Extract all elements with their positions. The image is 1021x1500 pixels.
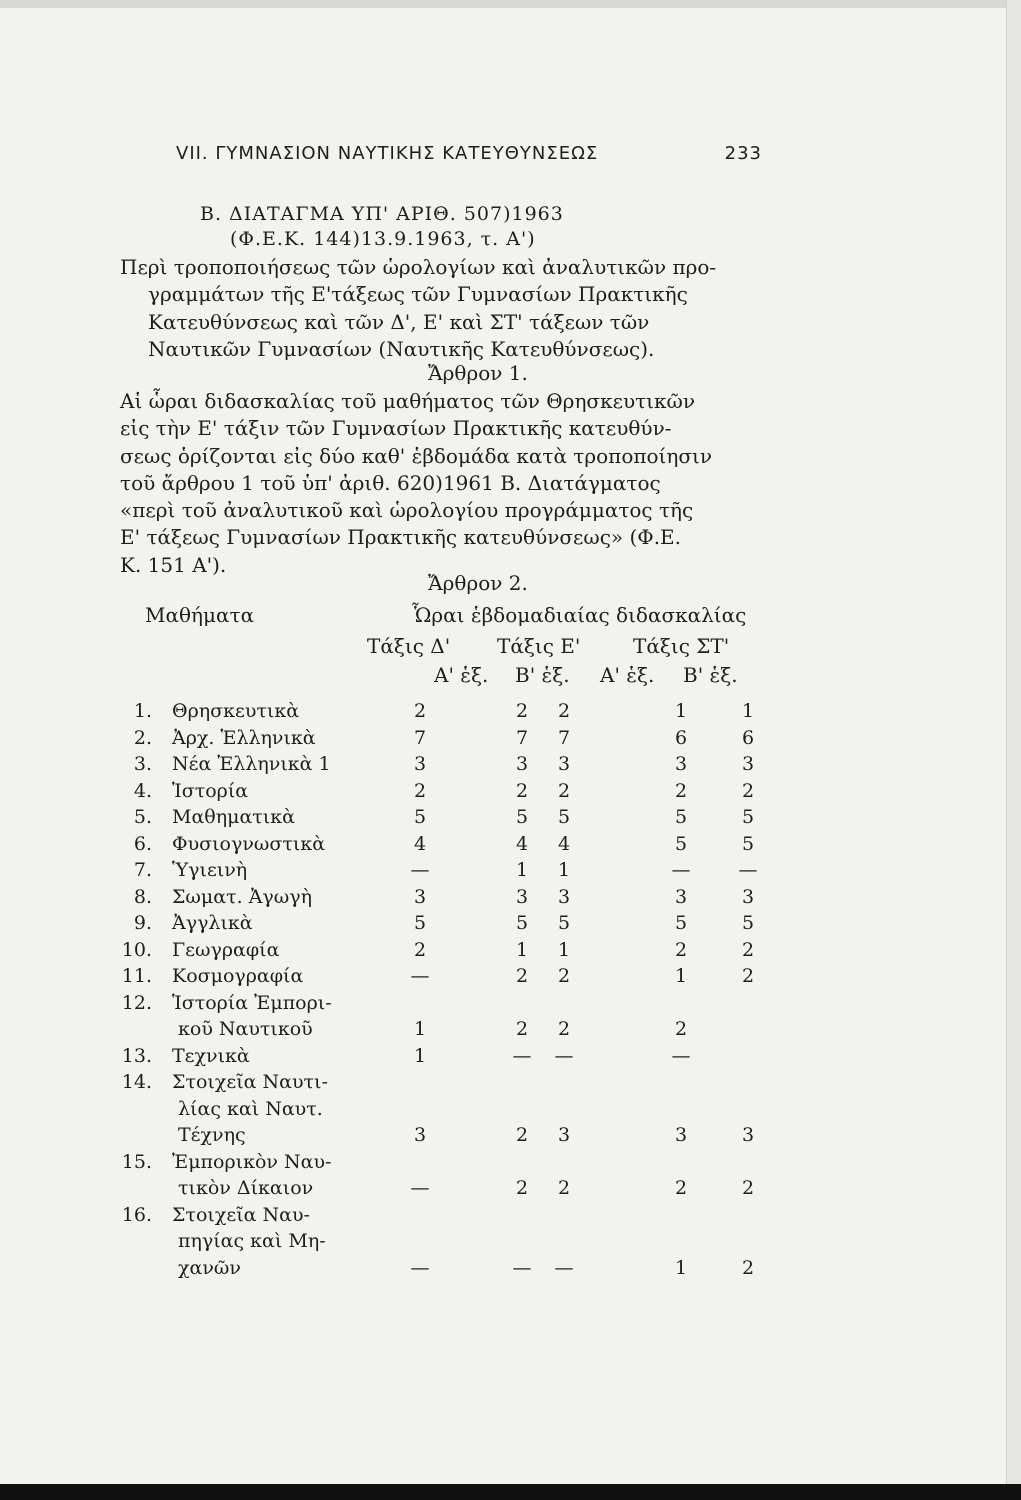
hours-cell: 2 xyxy=(413,779,427,802)
article-2-heading: Ἄρθρον 2. xyxy=(428,571,528,595)
subject-label: χανῶν xyxy=(178,1256,241,1279)
hours-cell: 2 xyxy=(413,938,427,961)
hours-cell: 4 xyxy=(515,832,529,855)
hours-cell: — xyxy=(554,1256,574,1279)
row-number: 11. xyxy=(121,965,152,987)
hours-cell: 3 xyxy=(413,753,427,775)
hours-cell: — xyxy=(512,1044,532,1067)
subject-label: Σωματ. Ἀγωγὴ xyxy=(172,885,313,908)
row-number: 9. xyxy=(133,912,152,934)
hours-cell: 1 xyxy=(515,938,529,961)
hours-cell: — xyxy=(554,1044,574,1067)
subject-label: Φυσιογνωστικὰ xyxy=(172,832,326,855)
row-number: 15. xyxy=(121,1150,152,1173)
subject-label: Στοιχεῖα Ναυ- xyxy=(172,1203,310,1226)
row-number: 4. xyxy=(133,779,152,802)
hours-cell: 3 xyxy=(557,753,571,775)
article-1-text xyxy=(120,388,770,579)
subject-label: Ἀγγλικὰ xyxy=(172,912,253,934)
row-number: 3. xyxy=(133,753,152,775)
subject-label: Κοσμογραφία xyxy=(172,965,304,987)
hours-cell: — xyxy=(410,1177,430,1199)
article-line: Αἱ ὧραι διδασκαλίας τοῦ μαθήματος τῶν Θρησκευτικῶν xyxy=(120,389,695,413)
hours-cell: 5 xyxy=(515,806,529,828)
subject-label: Νέα Ἑλληνικὰ 1 xyxy=(172,753,331,775)
hours-cell: 5 xyxy=(413,806,427,828)
intro-line: Ναυτικῶν Γυμνασίων (Ναυτικῆς Κατευθύνσεως). xyxy=(148,336,655,361)
hours-cell: 7 xyxy=(413,726,427,749)
class-header: Τάξις Δ' xyxy=(367,634,451,658)
hours-cell: 2 xyxy=(413,700,427,722)
hours-cell: 3 xyxy=(557,1124,571,1146)
intro-line: Κατευθύνσεως καὶ τῶν Δ', Ε' καὶ ΣΤ' τάξεων τῶν xyxy=(148,309,650,334)
hours-cell: — xyxy=(512,1256,532,1279)
hours-cell: — xyxy=(410,859,430,881)
hours-cell: 3 xyxy=(413,885,427,908)
hours-cell: 2 xyxy=(557,779,571,802)
hours-cell: 2 xyxy=(515,779,529,802)
hours-cell: 5 xyxy=(557,912,571,934)
hours-cell: 5 xyxy=(515,912,529,934)
row-number: 13. xyxy=(121,1044,152,1067)
page-number: 233 xyxy=(724,143,762,164)
hours-cell: 2 xyxy=(515,700,529,722)
row-number: 12. xyxy=(121,991,152,1014)
hours-cell: 2 xyxy=(741,1177,755,1199)
hours-cell: 2 xyxy=(557,700,571,722)
hours-cell: 3 xyxy=(741,1124,755,1146)
hours-header: Ὧραι ἑβδομαδιαίας διδασκαλίας xyxy=(412,603,747,627)
hours-cell: — xyxy=(410,1256,430,1279)
subject-label: Ἱστορία xyxy=(172,779,249,802)
semester-header: Β' ἑξ. xyxy=(515,663,570,687)
subject-label: πηγίας καὶ Μη- xyxy=(178,1230,326,1252)
hours-cell: 4 xyxy=(557,832,571,855)
hours-cell: 1 xyxy=(557,938,571,961)
hours-cell: 3 xyxy=(741,885,755,908)
hours-cell: 5 xyxy=(557,806,571,828)
article-line: εἰς τὴν Ε' τάξιν τῶν Γυμνασίων Πρακτικῆς κατευθύν- xyxy=(120,416,672,441)
subject-label: Ἀρχ. Ἑλληνικὰ xyxy=(172,726,316,749)
hours-cell: 1 xyxy=(674,965,688,987)
hours-cell: 3 xyxy=(515,753,529,775)
hours-cell: 3 xyxy=(413,1124,427,1146)
hours-cell: 7 xyxy=(557,726,571,749)
hours-cell: 3 xyxy=(674,1124,688,1146)
hours-cell: 1 xyxy=(413,1018,427,1040)
hours-cell: 2 xyxy=(515,965,529,987)
hours-cell: 2 xyxy=(515,1124,529,1146)
subject-label: Γεωγραφία xyxy=(172,938,280,961)
hours-cell: 5 xyxy=(413,912,427,934)
hours-cell: 2 xyxy=(515,1177,529,1199)
hours-cell: 6 xyxy=(741,726,755,749)
running-head-title: VII. ΓΥΜΝΑΣΙΟΝ ΝΑΥΤΙΚΗΣ ΚΑΤΕΥΘΥΝΣΕΩΣ xyxy=(176,143,599,164)
subjects-header: Μαθήματα xyxy=(145,603,255,627)
decree-subtitle: (Φ.Ε.Κ. 144)13.9.1963, τ. Α') xyxy=(230,228,536,250)
subject-label: Τέχνης xyxy=(178,1124,246,1146)
intro-line: Περὶ τροποποιήσεως τῶν ὡρολογίων καὶ ἀναλυτικῶν προ- xyxy=(120,255,717,279)
hours-cell: — xyxy=(671,1044,691,1067)
hours-cell: 5 xyxy=(741,806,755,828)
hours-cell: 7 xyxy=(515,726,529,749)
hours-cell: 2 xyxy=(674,1018,688,1040)
hours-cell: 2 xyxy=(674,938,688,961)
hours-cell: 2 xyxy=(741,938,755,961)
row-number: 2. xyxy=(133,726,152,749)
hours-cell: 1 xyxy=(741,700,755,722)
semester-header: Α' ἑξ. xyxy=(434,663,489,687)
row-number: 10. xyxy=(121,938,152,961)
semester-header: Α' ἑξ. xyxy=(600,663,655,687)
hours-cell: 3 xyxy=(674,885,688,908)
subject-label: λίας καὶ Ναυτ. xyxy=(178,1097,323,1120)
hours-cell: 2 xyxy=(741,1256,755,1279)
hours-cell: 5 xyxy=(741,832,755,855)
hours-cell: 2 xyxy=(557,965,571,987)
hours-cell: 1 xyxy=(413,1044,427,1067)
row-number: 8. xyxy=(133,885,152,908)
article-line: τοῦ ἄρθρου 1 τοῦ ὑπ' ἀριθ. 620)1961 Β. Διατάγματος xyxy=(120,470,661,495)
subject-label: Ἱστορία Ἐμπορι- xyxy=(172,991,332,1014)
article-line: σεως ὁρίζονται εἰς δύο καθ' ἑβδομάδα κατὰ τροποποίησιν xyxy=(120,443,713,468)
hours-cell: 1 xyxy=(515,859,529,881)
subject-label: Ἐμπορικὸν Ναυ- xyxy=(172,1150,332,1173)
hours-cell: 2 xyxy=(515,1018,529,1040)
subject-label: τικὸν Δίκαιον xyxy=(178,1177,314,1199)
hours-cell: 2 xyxy=(557,1177,571,1199)
class-header: Τάξις ΣΤ' xyxy=(633,634,730,658)
class-header: Τάξις Ε' xyxy=(497,634,581,658)
row-number: 16. xyxy=(121,1203,152,1226)
article-line: Ε' τάξεως Γυμνασίων Πρακτικῆς κατευθύνσεως» (Φ.Ε. xyxy=(120,525,682,550)
hours-cell: 2 xyxy=(741,779,755,802)
hours-cell: — xyxy=(671,859,691,881)
hours-cell: 4 xyxy=(413,832,427,855)
hours-cell: 5 xyxy=(741,912,755,934)
hours-cell: 2 xyxy=(741,965,755,987)
hours-cell: 5 xyxy=(674,912,688,934)
row-number: 1. xyxy=(133,700,152,722)
hours-cell: 5 xyxy=(674,806,688,828)
subject-label: Τεχνικὰ xyxy=(172,1044,250,1067)
hours-cell: 3 xyxy=(515,885,529,908)
hours-cell: 3 xyxy=(557,885,571,908)
hours-cell: 1 xyxy=(674,700,688,722)
hours-cell: 1 xyxy=(557,859,571,881)
hours-cell: — xyxy=(738,859,758,881)
hours-cell: 2 xyxy=(674,779,688,802)
article-line: «περὶ τοῦ ἀναλυτικοῦ καὶ ὡρολογίου προγράμματος τῆς xyxy=(120,498,694,523)
semester-header: Β' ἑξ. xyxy=(683,663,738,687)
subject-label: κοῦ Ναυτικοῦ xyxy=(178,1018,313,1040)
hours-cell: 3 xyxy=(741,753,755,775)
subject-label: Στοιχεῖα Ναυτι- xyxy=(172,1071,328,1093)
hours-cell: 2 xyxy=(557,1018,571,1040)
subject-label: Ὑγιεινὴ xyxy=(172,859,248,881)
row-number: 6. xyxy=(133,832,152,855)
hours-cell: 6 xyxy=(674,726,688,749)
intro-paragraph xyxy=(120,254,770,363)
hours-cell: — xyxy=(410,965,430,987)
row-number: 5. xyxy=(133,806,152,828)
hours-cell: 2 xyxy=(674,1177,688,1199)
row-number: 14. xyxy=(121,1071,152,1093)
decree-title: Β. ΔΙΑΤΑΓΜΑ ΥΠ' ΑΡΙΘ. 507)1963 xyxy=(200,203,564,225)
subject-label: Θρησκευτικὰ xyxy=(172,700,300,722)
hours-cell: 5 xyxy=(674,832,688,855)
subject-label: Μαθηματικὰ xyxy=(172,806,295,828)
article-1-heading: Ἄρθρον 1. xyxy=(428,361,528,385)
article-line: Κ. 151 Α'). xyxy=(120,552,227,577)
hours-cell: 3 xyxy=(674,753,688,775)
row-number: 7. xyxy=(133,859,152,881)
intro-line: γραμμάτων τῆς Ε'τάξεως τῶν Γυμνασίων Πρακτικῆς xyxy=(148,282,688,307)
hours-cell: 1 xyxy=(674,1256,688,1279)
